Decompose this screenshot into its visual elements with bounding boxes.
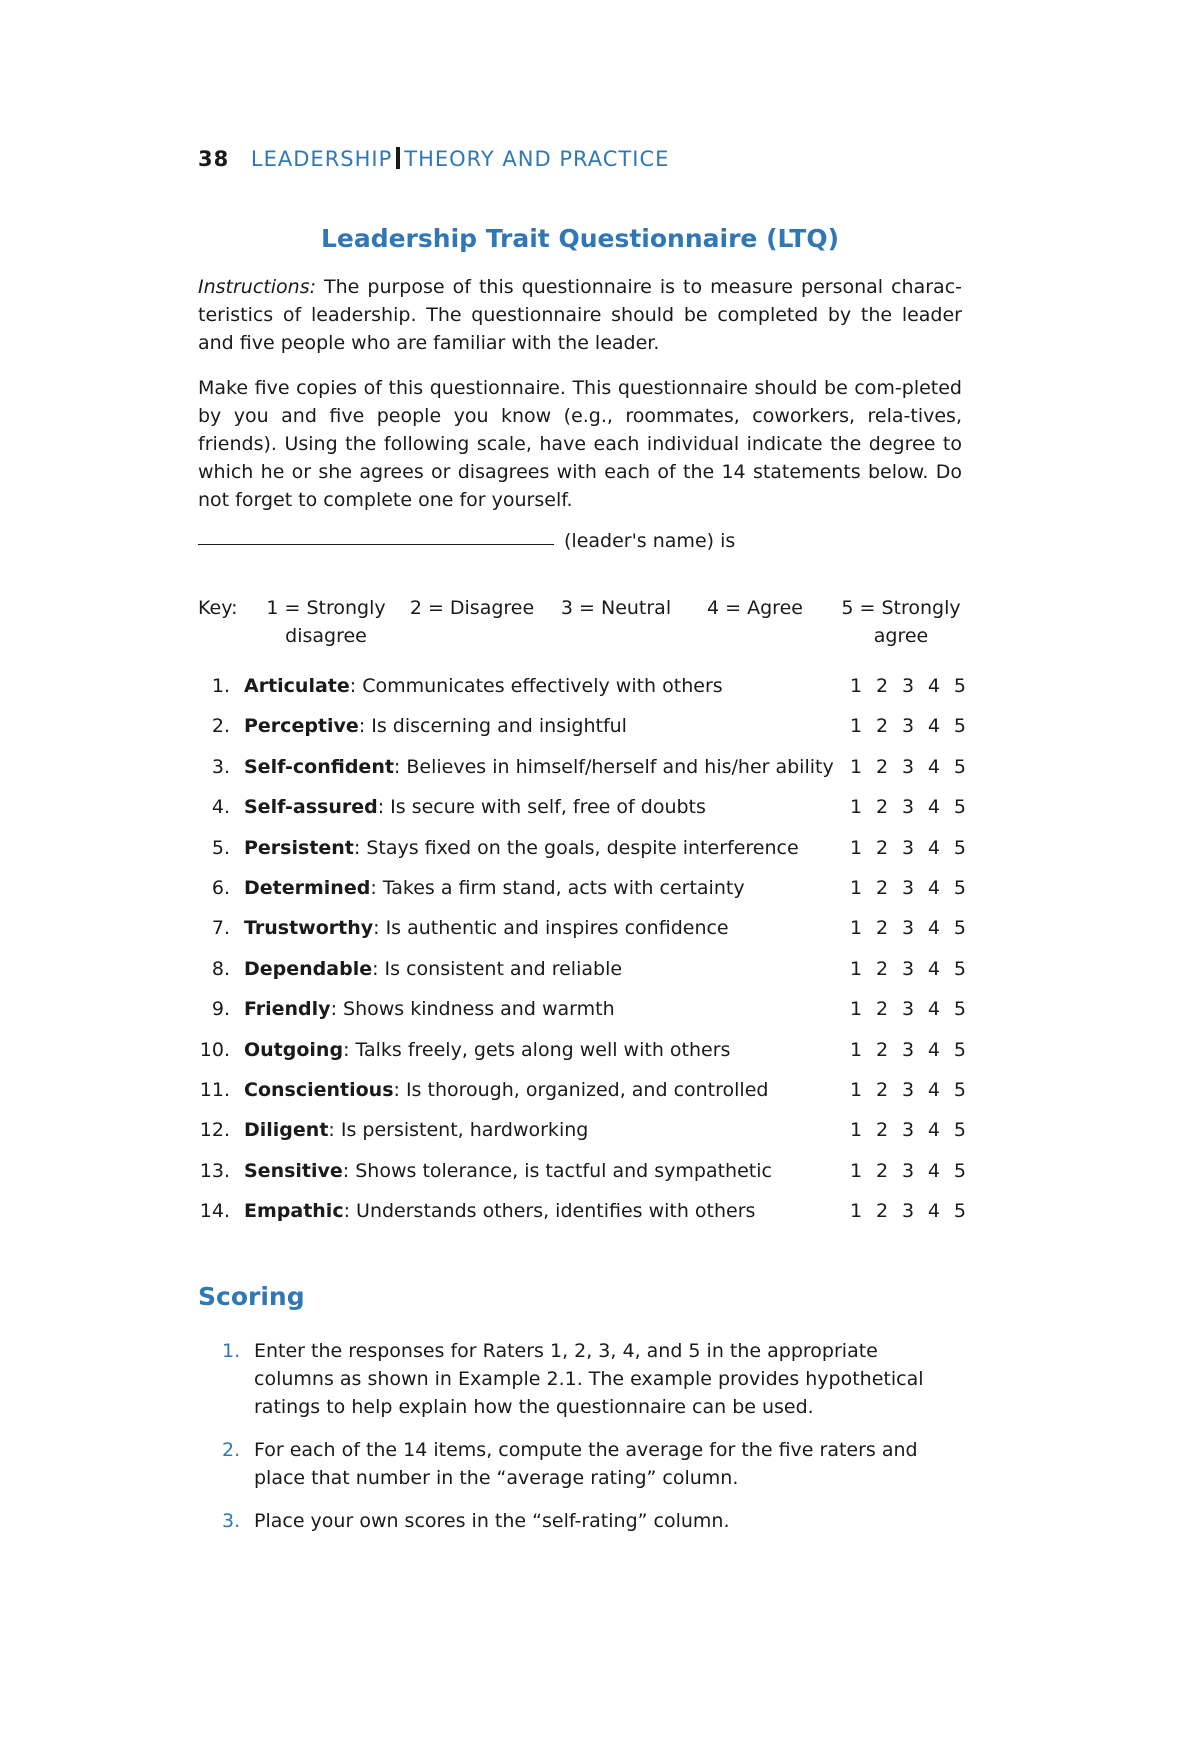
step-text: Place your own scores in the “self-rating” column.: [254, 1510, 730, 1532]
title-separator: [396, 147, 400, 169]
scale-option[interactable]: 2: [875, 1078, 889, 1101]
rating-scale: [850, 998, 966, 1020]
scale-option[interactable]: 5: [953, 675, 966, 697]
item-number: 8.: [211, 957, 230, 980]
trait-item: [198, 958, 978, 998]
scale-option[interactable]: 3: [901, 836, 915, 859]
item-number: 11.: [199, 1078, 230, 1101]
rating-scale: [850, 917, 966, 939]
scale-option[interactable]: 3: [901, 1078, 915, 1101]
scale-option[interactable]: 4: [927, 715, 940, 738]
scale-option[interactable]: 5: [953, 917, 966, 940]
scale-option[interactable]: 4: [927, 675, 940, 697]
scale-option[interactable]: 5: [953, 715, 966, 738]
copies-paragraph: Make five copies of this questionnaire. This questionnaire should be com-pleted by you and five people you know (e.g., roommates, coworkers, rela-tives, friends). Using the following scale, have each individual indicate the degree to which he or she agrees or disagrees with each of the 14 statements below. Do not forget to complete one for yourself.: [198, 377, 962, 511]
book-title-left: LEADERSHIP: [250, 147, 393, 171]
item-number: 3.: [211, 755, 230, 778]
item-trait: Perceptive: [244, 715, 359, 738]
rating-scale: [850, 756, 966, 778]
scale-option[interactable]: 5: [953, 1119, 966, 1142]
rating-scale: [850, 1119, 966, 1141]
trait-item: [198, 917, 978, 957]
rating-scale: [850, 837, 966, 859]
scale-option[interactable]: 2: [875, 715, 889, 738]
item-trait: Articulate: [244, 675, 350, 697]
key-option-2: 2 = Disagree: [409, 597, 535, 619]
page-number: 38: [198, 147, 230, 171]
key-label: Key:: [198, 597, 238, 619]
rating-scale: [850, 675, 966, 697]
scale-option[interactable]: 3: [901, 917, 915, 940]
trait-item: [198, 756, 978, 796]
item-description: : Is thorough, organized, and controlled: [393, 1078, 769, 1101]
item-trait: Sensitive: [244, 1159, 343, 1182]
key-option-4: 4 = Agree: [707, 597, 803, 619]
scale-option[interactable]: 2: [875, 836, 889, 859]
item-text: [244, 756, 834, 778]
scale-option[interactable]: 2: [875, 755, 889, 778]
scale-option[interactable]: 5: [953, 1078, 966, 1101]
scale-option[interactable]: 3: [901, 998, 915, 1021]
item-text: [244, 837, 799, 859]
trait-item: [198, 1039, 978, 1079]
rating-scale: [850, 1160, 966, 1182]
scale-option[interactable]: 3: [901, 715, 915, 738]
scale-option[interactable]: 1: [850, 917, 863, 940]
rating-scale: [850, 877, 966, 899]
item-trait: Outgoing: [244, 1038, 344, 1061]
scale-option[interactable]: 3: [901, 1119, 915, 1142]
item-text: [244, 1200, 755, 1222]
scale-option[interactable]: 4: [927, 1200, 940, 1223]
item-trait: Self-confident: [244, 755, 394, 778]
rating-scale: [850, 1079, 966, 1101]
item-description: : Understands others, identifies with others: [343, 1200, 756, 1223]
item-text: [244, 675, 723, 697]
leader-name-line: [198, 530, 735, 552]
rating-scale: [850, 958, 966, 980]
item-text: [244, 1079, 768, 1101]
scale-option[interactable]: 4: [927, 1038, 940, 1061]
leader-name-blank: [198, 544, 554, 545]
item-text: [244, 796, 706, 818]
item-trait: Conscientious: [244, 1078, 394, 1101]
scale-option[interactable]: 5: [953, 755, 966, 778]
scale-option[interactable]: 5: [953, 957, 966, 980]
item-description: : Takes a firm stand, acts with certainty: [370, 876, 745, 899]
scale-option[interactable]: 4: [927, 876, 940, 899]
scale-option[interactable]: 4: [927, 1119, 940, 1142]
trait-item: [198, 796, 978, 836]
scale-option[interactable]: 3: [901, 1038, 915, 1061]
trait-item: [198, 1079, 978, 1119]
scale-option[interactable]: 3: [901, 876, 915, 899]
item-trait: Diligent: [244, 1119, 329, 1142]
item-number: 7.: [211, 917, 230, 940]
item-trait: Self-assured: [244, 796, 378, 819]
item-number: 13.: [199, 1159, 230, 1182]
item-number: 4.: [211, 796, 230, 819]
scale-option[interactable]: 2: [875, 957, 889, 980]
scale-option[interactable]: 3: [901, 755, 915, 778]
scale-option[interactable]: 2: [875, 675, 889, 697]
scoring-heading: Scoring: [198, 1282, 305, 1311]
trait-item: [198, 1119, 978, 1159]
item-number: 12.: [199, 1119, 230, 1142]
step-text: Enter the responses for Raters 1, 2, 3, 4, and 5 in the appropriate columns as shown in Example 2.1. The example provides hypothetical ratings to help explain how the questionnaire can be used.: [254, 1340, 924, 1418]
scale-option[interactable]: 1: [850, 1038, 863, 1061]
scale-option[interactable]: 2: [875, 1159, 889, 1182]
item-text: [244, 998, 615, 1020]
step-number: 2.: [222, 1439, 241, 1461]
instructions-paragraph: [198, 273, 962, 357]
trait-item: [198, 837, 978, 877]
running-head: [198, 147, 669, 171]
scale-option[interactable]: 1: [850, 715, 863, 738]
book-title-right: THEORY AND PRACTICE: [404, 147, 670, 171]
scale-option[interactable]: 3: [901, 1200, 915, 1223]
scale-option[interactable]: 5: [953, 1200, 966, 1223]
item-trait: Dependable: [244, 957, 373, 980]
scale-option[interactable]: 5: [953, 1038, 966, 1061]
item-description: : Is secure with self, free of doubts: [377, 796, 706, 819]
trait-item-list: [198, 675, 978, 1240]
scale-option[interactable]: 1: [850, 1119, 863, 1142]
scale-option[interactable]: 4: [927, 796, 940, 819]
item-description: : Communicates effectively with others: [349, 675, 723, 697]
item-text: [244, 715, 627, 737]
scale-option[interactable]: 2: [875, 876, 889, 899]
scale-option[interactable]: 3: [901, 796, 915, 819]
scale-option[interactable]: 2: [875, 917, 889, 940]
scale-option[interactable]: 5: [953, 796, 966, 819]
item-number: 1.: [211, 675, 230, 697]
item-trait: Trustworthy: [244, 917, 374, 940]
scale-option[interactable]: 4: [927, 1159, 940, 1182]
scale-option[interactable]: 1: [850, 1159, 863, 1182]
scale-option[interactable]: 4: [927, 836, 940, 859]
scale-option[interactable]: 2: [875, 796, 889, 819]
step-number: 1.: [222, 1340, 241, 1362]
key-option-5: 5 = Strongly agree: [841, 597, 961, 647]
scale-option[interactable]: 3: [901, 675, 915, 697]
scale-option[interactable]: 2: [875, 1119, 889, 1142]
scale-option[interactable]: 5: [953, 998, 966, 1021]
rating-scale: [850, 796, 966, 818]
trait-item: [198, 1160, 978, 1200]
scoring-steps: [198, 1337, 958, 1550]
item-number: 2.: [211, 715, 230, 738]
item-number: 14.: [199, 1200, 230, 1223]
item-description: : Is persistent, hardworking: [328, 1119, 589, 1142]
scale-option[interactable]: 1: [850, 675, 863, 697]
item-text: [244, 958, 622, 980]
item-description: : Is authentic and inspires confidence: [373, 917, 729, 940]
scale-option[interactable]: 4: [927, 1078, 940, 1101]
instructions-text: The purpose of this questionnaire is to measure personal charac-teristics of leadership. The questionnaire should be completed by the leader and five people who are familiar with the leader.: [198, 276, 962, 354]
trait-item: [198, 675, 978, 715]
item-number: 6.: [211, 876, 230, 899]
scale-option[interactable]: 2: [875, 998, 889, 1021]
trait-item: [198, 715, 978, 755]
item-number: 9.: [211, 998, 230, 1021]
item-description: : Is discerning and insightful: [358, 715, 627, 738]
rating-scale: [850, 1200, 966, 1222]
item-description: : Believes in himself/herself and his/her ability: [393, 755, 834, 778]
scale-option[interactable]: 5: [953, 876, 966, 899]
trait-item: [198, 998, 978, 1038]
item-number: 10.: [199, 1038, 230, 1061]
scale-option[interactable]: 1: [850, 998, 863, 1021]
rating-scale: [850, 715, 966, 737]
instructions-lead: Instructions:: [198, 276, 316, 298]
item-trait: Determined: [244, 876, 371, 899]
item-text: [244, 1119, 588, 1141]
scoring-step: [198, 1507, 958, 1535]
scoring-step: [198, 1337, 958, 1421]
trait-item: [198, 1200, 978, 1240]
step-text: For each of the 14 items, compute the average for the five raters and place that number in the “average rating” column.: [254, 1439, 918, 1489]
scale-option[interactable]: 1: [850, 796, 863, 819]
scoring-step: [198, 1436, 958, 1492]
key-option-1: 1 = Strongly disagree: [266, 597, 386, 647]
scale-option[interactable]: 2: [875, 1038, 889, 1061]
step-number: 3.: [222, 1510, 241, 1532]
key-option-3: 3 = Neutral: [560, 597, 672, 619]
scale-option[interactable]: 1: [850, 1200, 863, 1223]
scale-option[interactable]: 4: [927, 917, 940, 940]
item-text: [244, 917, 729, 939]
item-text: [244, 877, 745, 899]
scale-option[interactable]: 1: [850, 755, 863, 778]
scale-option[interactable]: 1: [850, 836, 863, 859]
trait-item: [198, 877, 978, 917]
scale-option[interactable]: 2: [875, 1200, 889, 1223]
scale-option[interactable]: 5: [953, 1159, 966, 1182]
item-description: : Shows kindness and warmth: [330, 998, 615, 1021]
scale-option[interactable]: 4: [927, 998, 940, 1021]
questionnaire-title: Leadership Trait Questionnaire (LTQ): [320, 224, 840, 253]
scale-option[interactable]: 4: [927, 957, 940, 980]
item-trait: Empathic: [244, 1200, 344, 1223]
item-trait: Persistent: [244, 836, 354, 859]
scale-option[interactable]: 3: [901, 957, 915, 980]
item-description: : Talks freely, gets along well with others: [343, 1038, 731, 1061]
scale-option[interactable]: 1: [850, 1078, 863, 1101]
scale-option[interactable]: 1: [850, 876, 863, 899]
item-text: [244, 1160, 772, 1182]
item-description: : Is consistent and reliable: [372, 957, 623, 980]
leader-name-label: (leader's name) is: [564, 530, 736, 552]
item-number: 5.: [211, 836, 230, 859]
scale-option[interactable]: 1: [850, 957, 863, 980]
item-text: [244, 1039, 730, 1061]
rating-scale: [850, 1039, 966, 1061]
item-trait: Friendly: [244, 998, 331, 1021]
item-description: : Shows tolerance, is tactful and sympathetic: [342, 1159, 772, 1182]
scale-option[interactable]: 4: [927, 755, 940, 778]
scale-option[interactable]: 5: [953, 836, 966, 859]
scale-option[interactable]: 3: [901, 1159, 915, 1182]
item-description: : Stays fixed on the goals, despite interference: [353, 836, 799, 859]
